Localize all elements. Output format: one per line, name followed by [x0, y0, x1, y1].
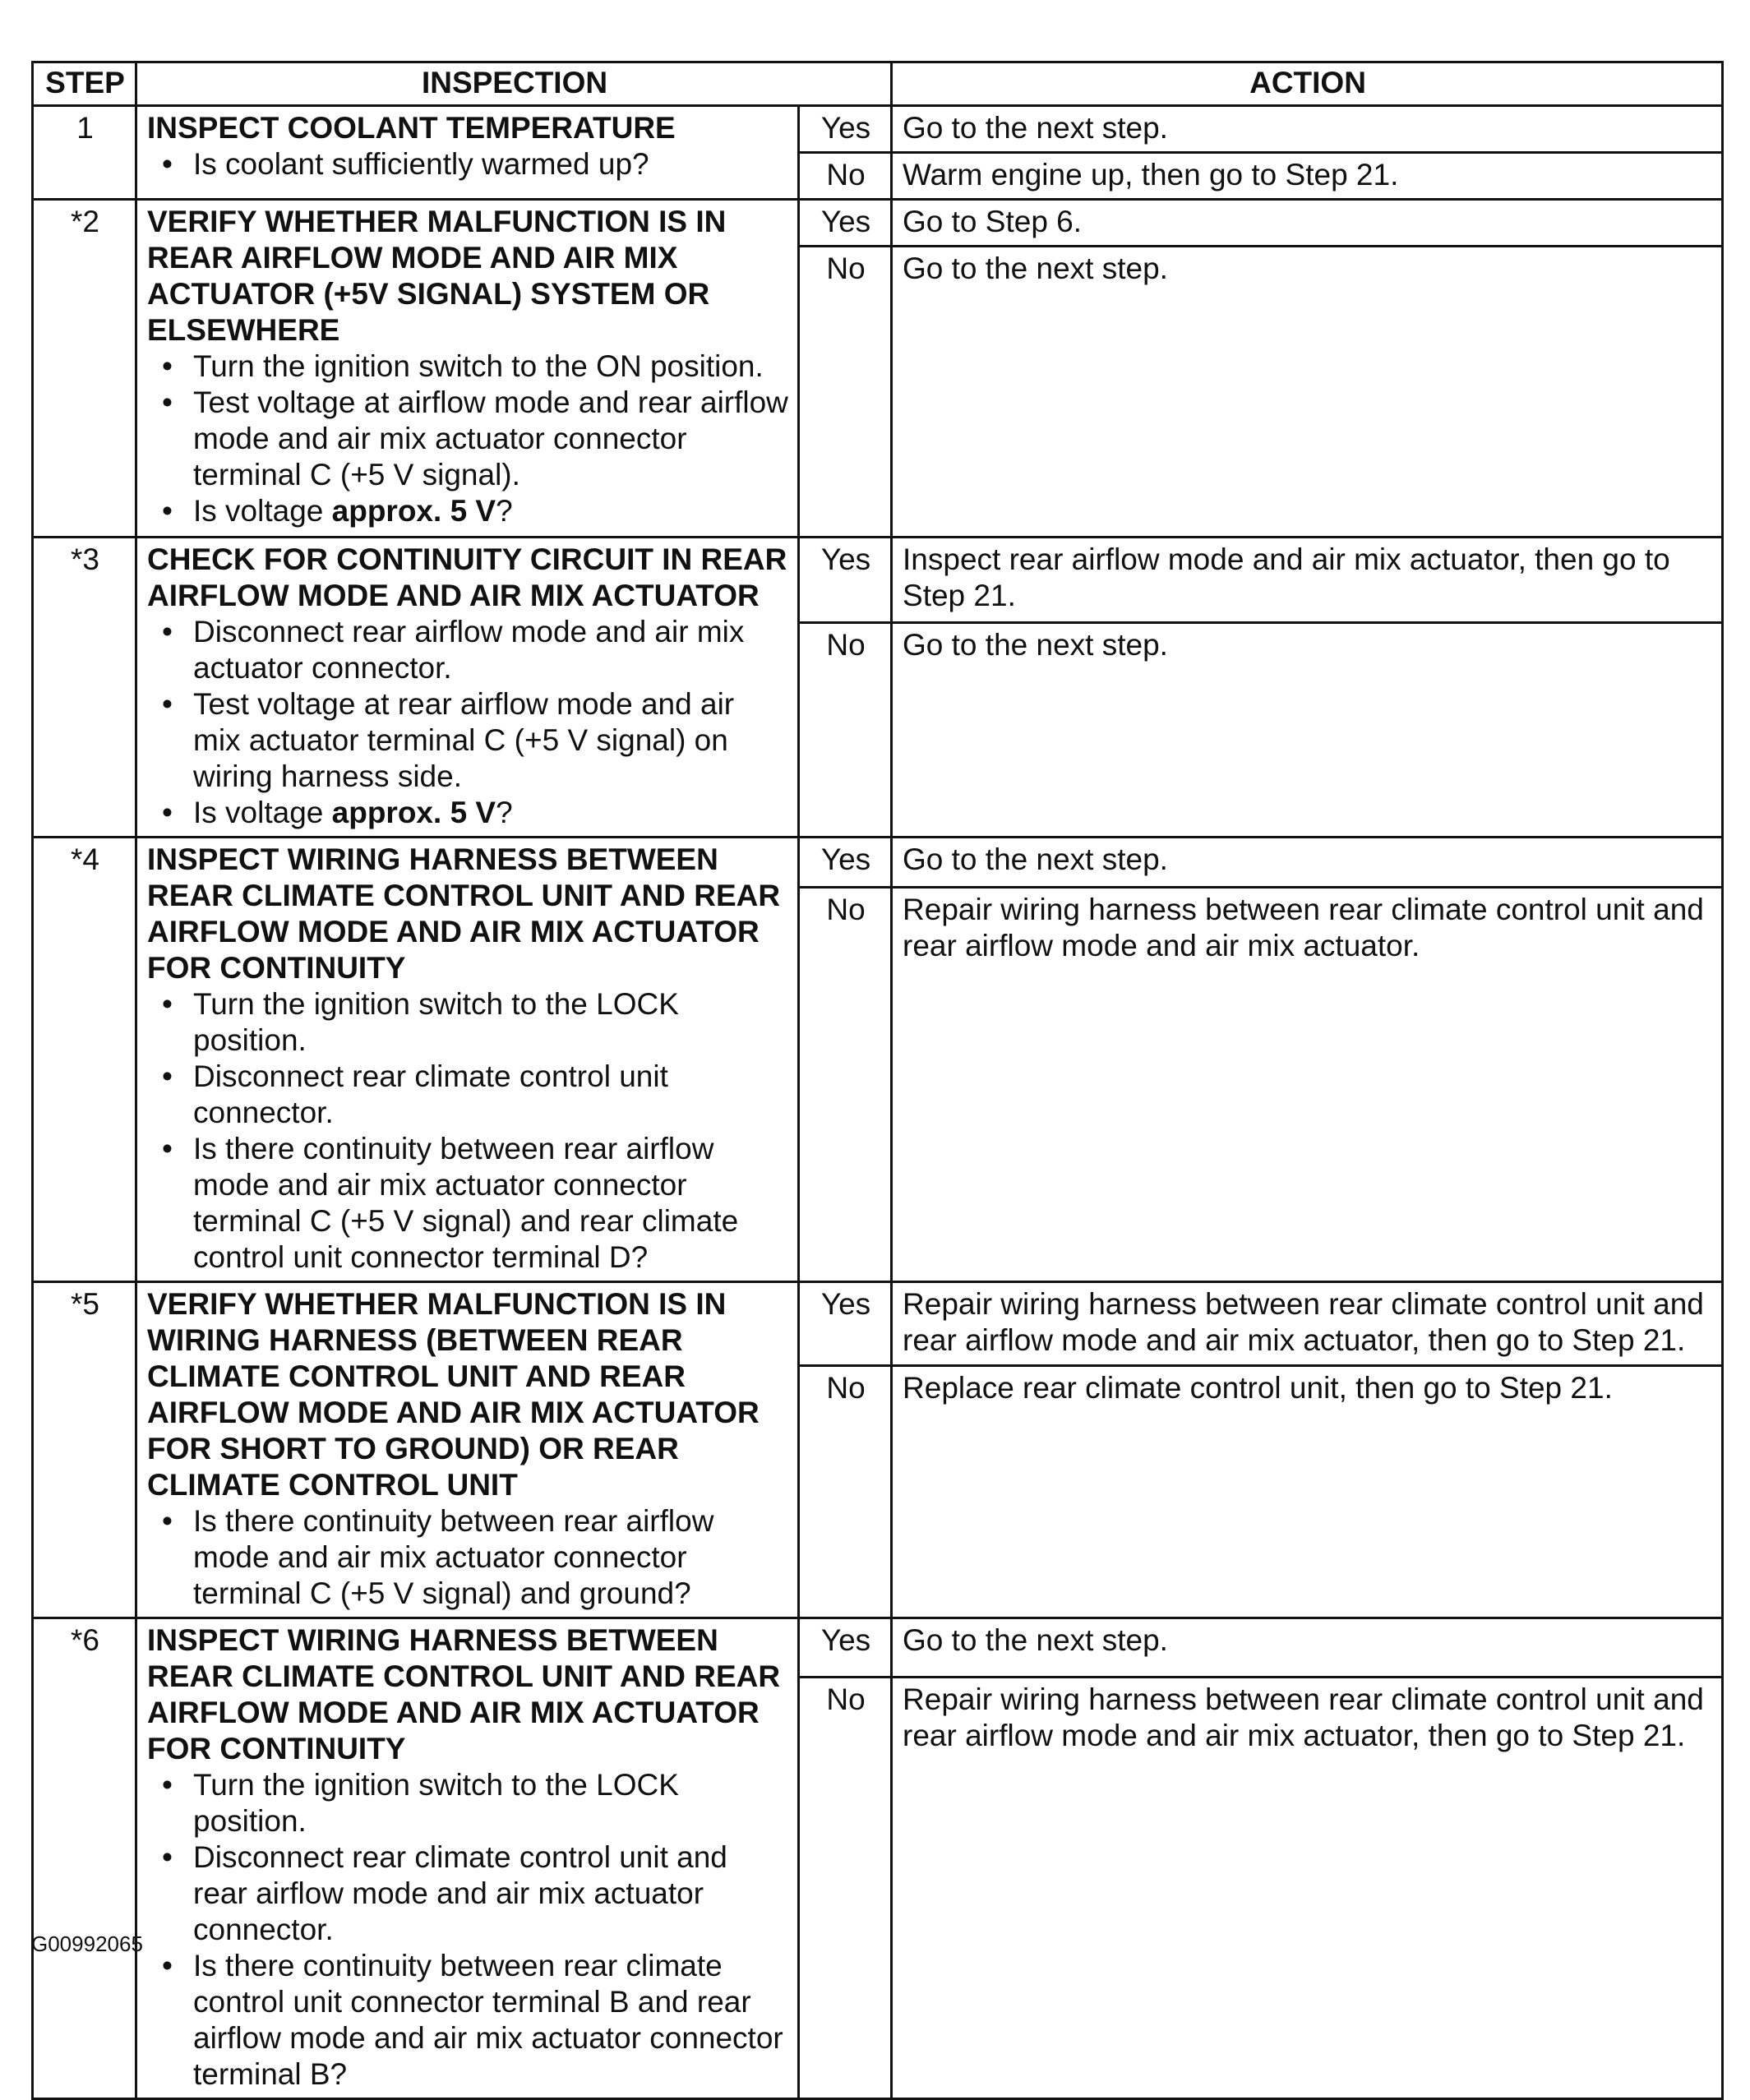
yes-action: Inspect rear airflow mode and air mix actuator, then go to Step 21. — [892, 538, 1723, 623]
inspection-title: INSPECT WIRING HARNESS BETWEEN REAR CLIMATE CONTROL UNIT AND REAR AIRFLOW MODE AND AIR MIX ACTUATOR FOR CONTINUITY — [147, 1623, 781, 1765]
yes-action: Go to Step 6. — [892, 200, 1723, 247]
no-action: Repair wiring harness between rear climate control unit and rear airflow mode and air mix actuator. — [892, 887, 1723, 1281]
procedure-body — [33, 106, 1723, 2099]
inspection-title: INSPECT WIRING HARNESS BETWEEN REAR CLIMATE CONTROL UNIT AND REAR AIRFLOW MODE AND AIR MIX ACTUATOR FOR CONTINUITY — [147, 842, 781, 985]
step-row-yes — [33, 1282, 1723, 1366]
yes-label: Yes — [799, 538, 892, 623]
inspection-bullet: • Disconnect rear climate control unit connector. — [193, 1059, 789, 1131]
inspection-cell — [136, 1618, 799, 2099]
no-label: No — [799, 247, 892, 538]
inspection-bullet: • Is there continuity between rear airflow mode and air mix actuator connector terminal C (+5 V signal) and rear climate control unit connector terminal D? — [193, 1131, 789, 1276]
step-number: *2 — [33, 200, 136, 538]
yes-label: Yes — [799, 106, 892, 153]
question-mark: ? — [496, 796, 513, 829]
inspection-checklist — [147, 1767, 789, 2093]
step-number: *4 — [33, 838, 136, 1282]
inspection-checklist — [147, 986, 789, 1276]
inspection-cell — [136, 1282, 799, 1618]
question-text: Is voltage — [193, 796, 332, 829]
question-text: Is voltage — [193, 494, 332, 528]
inspection-bullet: • Is there continuity between rear airflow mode and air mix actuator connector terminal C (+5 V signal) and ground? — [193, 1503, 789, 1612]
inspection-cell — [136, 200, 799, 538]
step-number: *5 — [33, 1282, 136, 1618]
no-action: Repair wiring harness between rear climate control unit and rear airflow mode and air mix actuator, then go to Step 21. — [892, 1678, 1723, 2099]
no-action: Replace rear climate control unit, then go to Step 21. — [892, 1365, 1723, 1618]
inspection-bullet: • Disconnect rear airflow mode and air mix actuator connector. — [193, 614, 789, 686]
step-row-yes — [33, 1618, 1723, 1678]
step-number: 1 — [33, 106, 136, 200]
no-label: No — [799, 622, 892, 837]
step-row-yes — [33, 538, 1723, 623]
inspection-bullet: • Test voltage at rear airflow mode and air mix actuator terminal C (+5 V signal) on wiring harness side. — [193, 686, 789, 795]
step-number: *3 — [33, 538, 136, 838]
step-row-yes — [33, 200, 1723, 247]
yes-action: Go to the next step. — [892, 838, 1723, 888]
no-action: Go to the next step. — [892, 247, 1723, 538]
yes-label: Yes — [799, 1618, 892, 1678]
inspection-cell — [136, 838, 799, 1282]
inspection-title: INSPECT COOLANT TEMPERATURE — [147, 111, 676, 145]
no-label: No — [799, 1365, 892, 1618]
no-label: No — [799, 153, 892, 200]
inspection-bullet: • Test voltage at airflow mode and rear airflow mode and air mix actuator connector terminal C (+5 V signal). — [193, 385, 789, 493]
question-mark: ? — [496, 494, 513, 528]
inspection-title: VERIFY WHETHER MALFUNCTION IS IN WIRING HARNESS (BETWEEN REAR CLIMATE CONTROL UNIT AND REAR AIRFLOW MODE AND AIR MIX ACTUATOR FOR SHORT TO GROUND) OR REAR CLIMATE CONTROL UNIT — [147, 1287, 760, 1502]
no-label: No — [799, 1678, 892, 2099]
step-column-header: STEP — [33, 62, 136, 106]
inspection-cell — [136, 538, 799, 838]
inspection-bullet: • Turn the ignition switch to the LOCK position. — [193, 1767, 789, 1839]
inspection-column-header: INSPECTION — [136, 62, 892, 106]
step-row-yes — [33, 106, 1723, 153]
diagnostic-procedure-table — [31, 61, 1724, 2100]
no-action: Go to the next step. — [892, 622, 1723, 837]
inspection-bullet: • Disconnect rear climate control unit and rear airflow mode and air mix actuator connector. — [193, 1839, 789, 1948]
yes-action: Repair wiring harness between rear climate control unit and rear airflow mode and air mix actuator, then go to Step 21. — [892, 1282, 1723, 1366]
inspection-checklist — [147, 1503, 789, 1612]
inspection-checklist — [147, 348, 789, 529]
inspection-cell — [136, 106, 799, 200]
inspection-title: VERIFY WHETHER MALFUNCTION IS IN REAR AIRFLOW MODE AND AIR MIX ACTUATOR (+5V SIGNAL) SYSTEM OR ELSEWHERE — [147, 205, 727, 347]
step-row-yes — [33, 838, 1723, 888]
yes-label: Yes — [799, 838, 892, 888]
inspection-bullet: • Turn the ignition switch to the LOCK position. — [193, 986, 789, 1059]
inspection-bullet: • Is coolant sufficiently warmed up? — [193, 146, 789, 182]
yes-label: Yes — [799, 1282, 892, 1366]
inspection-checklist — [147, 614, 789, 831]
no-label: No — [799, 887, 892, 1281]
inspection-bullet: • Is there continuity between rear climate control unit connector terminal B and rear airflow mode and air mix actuator connector terminal B? — [193, 1948, 789, 2093]
yes-action: Go to the next step. — [892, 106, 1723, 153]
question-value: approx. 5 V — [331, 494, 496, 528]
inspection-title: CHECK FOR CONTINUITY CIRCUIT IN REAR AIRFLOW MODE AND AIR MIX ACTUATOR — [147, 542, 787, 612]
table-header-row — [33, 62, 1723, 106]
figure-code: G00992065 — [31, 1932, 143, 1956]
inspection-bullet-question — [193, 493, 789, 529]
yes-label: Yes — [799, 200, 892, 247]
inspection-bullet-question — [193, 795, 789, 831]
yes-action: Go to the next step. — [892, 1618, 1723, 1678]
inspection-checklist — [147, 146, 789, 182]
question-value: approx. 5 V — [331, 796, 496, 829]
inspection-bullet: • Turn the ignition switch to the ON position. — [193, 348, 789, 385]
no-action: Warm engine up, then go to Step 21. — [892, 153, 1723, 200]
step-number: *6 — [33, 1618, 136, 2099]
action-column-header: ACTION — [892, 62, 1723, 106]
